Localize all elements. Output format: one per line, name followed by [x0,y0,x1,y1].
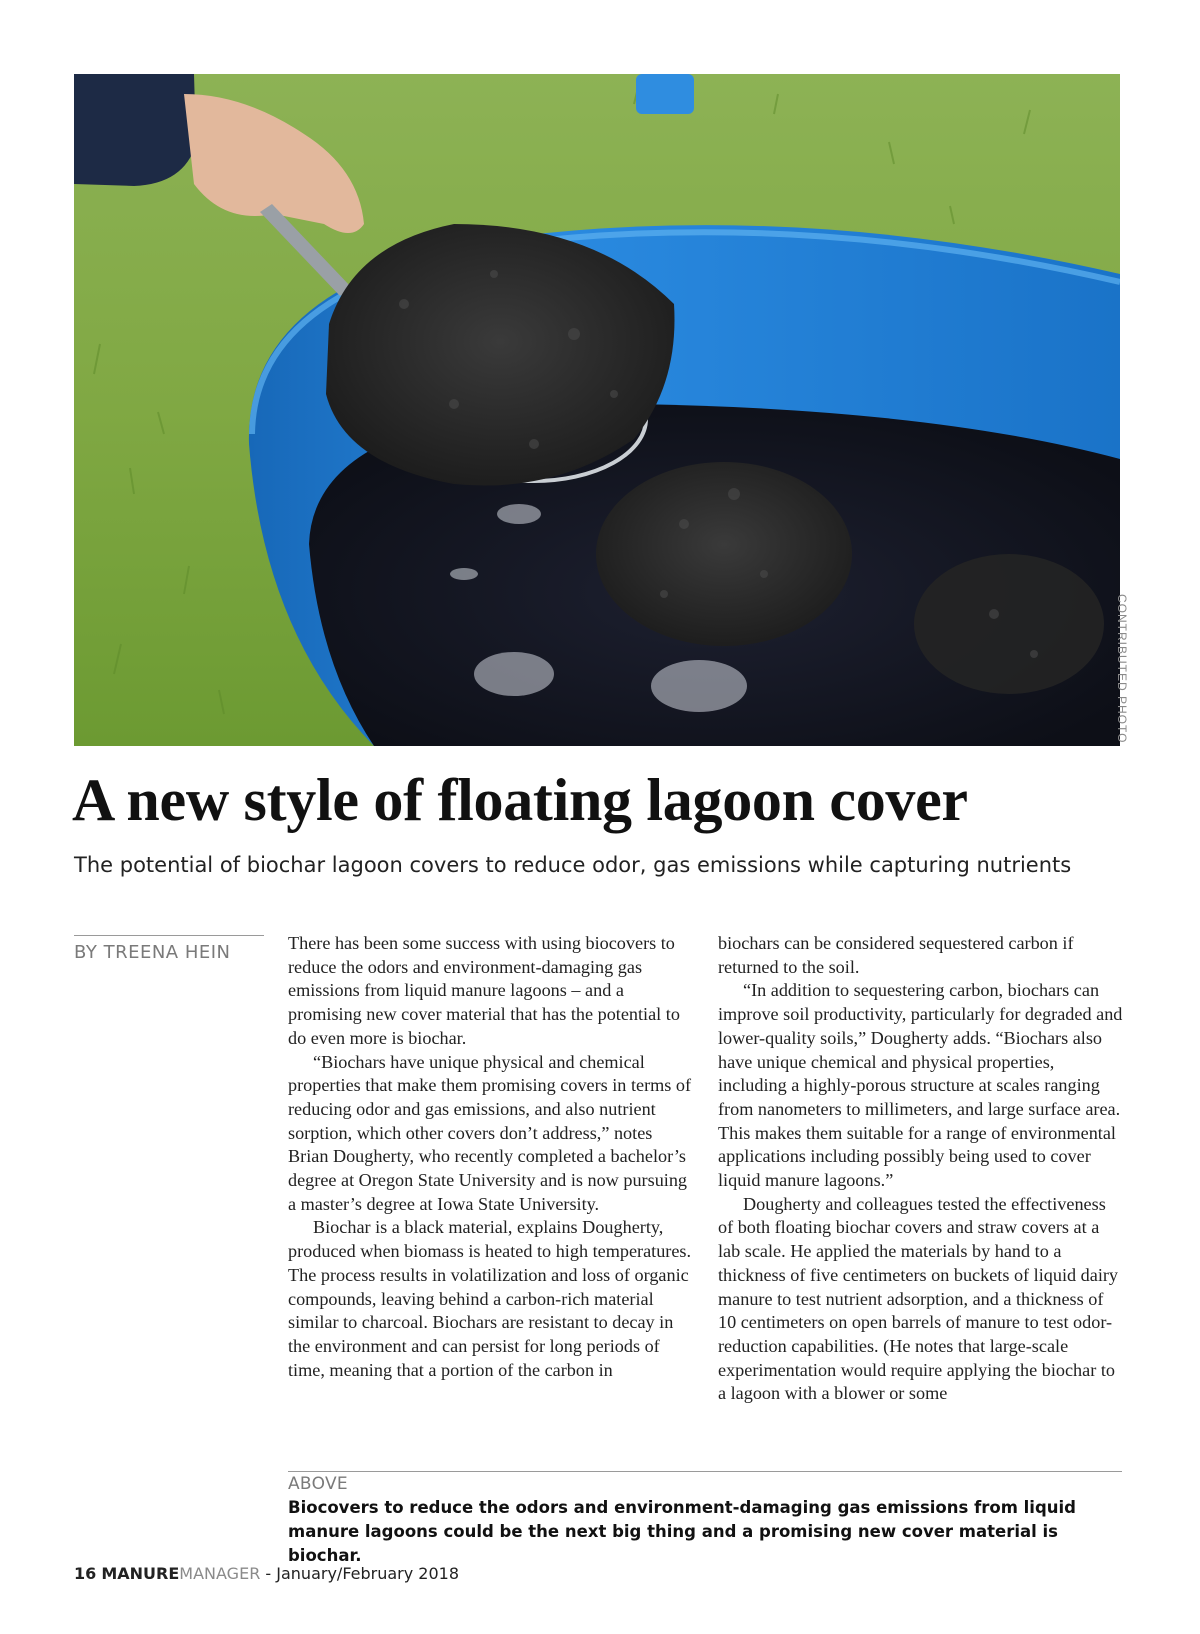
byline: BY TREENA HEIN [74,942,231,963]
caption-divider [288,1471,1122,1472]
background-barrel [636,74,694,114]
page-number: 16 [74,1564,97,1583]
body-column-2 [718,932,1124,1406]
paragraph: biochars can be considered sequestered carbon if returned to the soil. [718,933,1074,977]
biochar-barrel-illustration [74,74,1120,746]
photo-credit-text: CONTRIBUTED PHOTO [1115,594,1129,744]
caption-text: Biocovers to reduce the odors and environment-damaging gas emissions from liquid manure lagoons could be the next big thing and a promising new cover material is biochar. [288,1498,1076,1565]
magazine-name-light: MANAGER [179,1564,261,1583]
article-headline: A new style of floating lagoon cover [72,767,968,833]
paragraph: “Biochars have unique physical and chemical properties that make them promising covers in terms of reducing odor and gas emissions, and also nutrient sorption, which other covers don’t address,” notes Brian Dougherty, who recently completed a bachelor’s degree at Oregon State University and is now pursuing a master’s degree at Iowa State University. [288,1051,692,1214]
issue-date: - January/February 2018 [265,1564,460,1583]
caption-label: ABOVE [288,1474,348,1494]
body-column-1 [288,932,694,1382]
article-photo [74,74,1120,746]
floating-biochar-2 [914,554,1104,694]
magazine-name-bold: MANURE [101,1564,180,1583]
paragraph: Biochar is a black material, explains Dougherty, produced when biomass is heated to high temperatures. The process results in volatilization and loss of organic compounds, leaving behind a carbon-rich material similar to charcoal. Biochars are resistant to decay in the environment and can persist for long periods of time, meaning that a portion of the carbon in [288,1217,692,1380]
floating-biochar [596,462,852,646]
byline-divider [74,935,264,936]
sleeve [74,74,196,186]
page-footer [74,1564,459,1583]
paragraph: There has been some success with using biocovers to reduce the odors and environment-damaging gas emissions from liquid manure lagoons – and a promising new cover material that has the potential to do even more is biochar. [288,933,680,1048]
paragraph: “In addition to sequestering carbon, biochars can improve soil productivity, particularly for degraded and lower-quality soils,” Dougherty adds. “Biochars also have unique chemical and physical properties, including a highly-porous structure at scales ranging from nanometers to millimeters, and large surface area. This makes them suitable for a range of environmental applications including possibly being used to cover liquid manure lagoons.” [718,980,1123,1191]
article-deck: The potential of biochar lagoon covers to reduce odor, gas emissions while capturing nutrients [74,853,1072,877]
photo-credit [1115,594,1145,746]
paragraph: Dougherty and colleagues tested the effectiveness of both floating biochar covers and straw covers at a lab scale. He applied the materials by hand to a thickness of five centimeters on buckets of liquid dairy manure to test nutrient adsorption, and a thickness of 10 centimeters on open barrels of manure to test odor-reduction capabilities. (He notes that large-scale experimentation would require applying the biochar to a lagoon with a blower or some [718,1193,1119,1404]
